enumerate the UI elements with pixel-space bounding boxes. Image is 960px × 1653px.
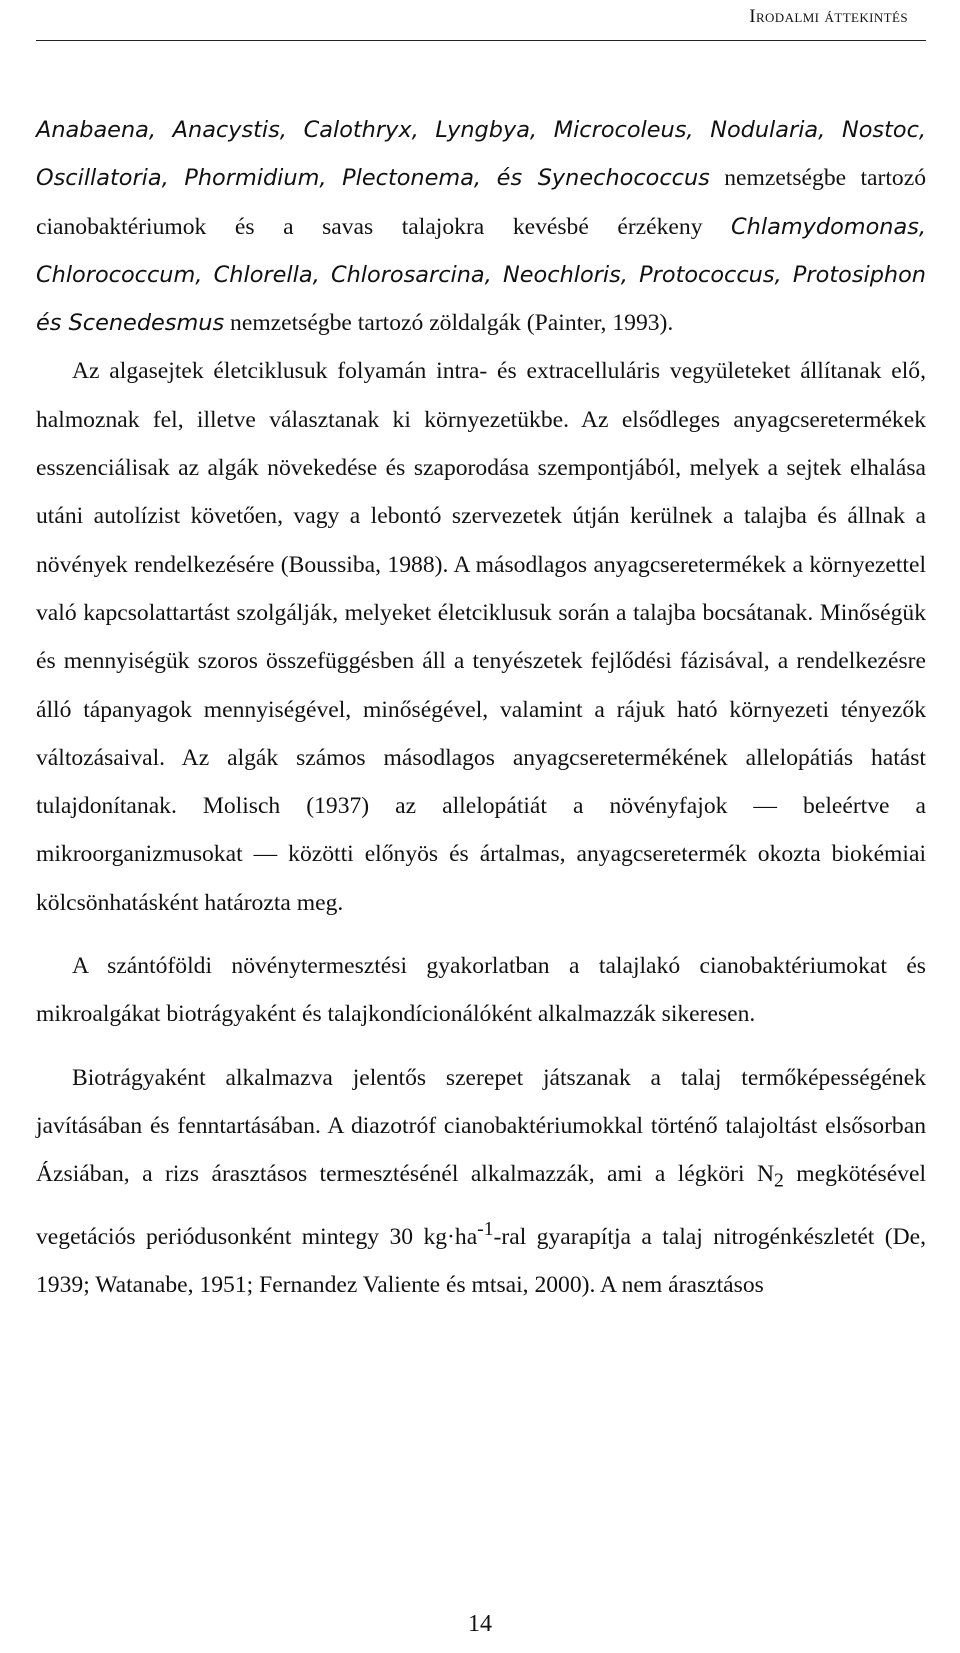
- paragraph-text: Biotrágyaként alkalmazva jelentős szerepet játszanak a talaj termőképességének javításában és fenntartásában. A diazotróf cianobaktériumokkal történő talajoltást elsősorban Ázsiában, a rizs árasztásos termesztésénél alkalmazzák, ami a légköri N: [36, 1064, 926, 1188]
- green-algae-genera: Chlamydomonas, Chlorococcum, Chlorella, Chlorosarcina, Neochloris, Protococcus, Protosiphon és Scenedesmus: [36, 213, 926, 337]
- cyanobacteria-genera: Anabaena, Anacystis, Calothryx, Lyngbya, Microcoleus, Nodularia, Nostoc, Oscillatoria, Phormidium, Plectonema, és Synechococcus: [36, 117, 926, 192]
- paragraph-biofertilizer: [36, 1054, 926, 1310]
- paragraph-text: -ral gyarapítja a talaj nitrogénkészletét (De, 1939; Watanabe, 1951; Fernandez Valiente és mtsai, 2000). A nem árasztásos: [36, 1224, 926, 1299]
- document-body: [36, 106, 926, 1310]
- paragraph-genera-list: [36, 106, 926, 347]
- header-divider: [36, 40, 926, 41]
- paragraph-text: nemzetségbe tartozó zöldalgák (Painter, 1993).: [224, 310, 674, 337]
- subscript: 2: [774, 1169, 784, 1192]
- running-header: Irodalmi áttekintés: [749, 6, 908, 27]
- paragraph-text: megkötésével vegetációs periódusonként mintegy 30 kg·ha: [36, 1161, 926, 1251]
- paragraph-metabolites: Az algasejtek életciklusuk folyamán intra- és extracelluláris vegyületeket állítanak elő, halmoznak fel, illetve választanak ki környezetükbe. Az elsődleges anyagcseretermékek esszenciálisak az algák növekedése és szaporodása szempontjából, melyek a sejtek elhalása utáni autolízist követően, vagy a lebontó szervezetek útján kerülnek a talajba és állnak a növények rendelkezésére (Boussiba, 1988). A másodlagos anyagcseretermékek a környezettel való kapcsolattartást szolgálják, melyeket életciklusuk során a talajba bocsátanak. Minőségük és mennyiségük szoros összefüggésben áll a tenyészetek fejlődési fázisával, a rendelkezésre álló tápanyagok mennyiségével, minőségével, valamint a rájuk ható környezeti tényezők változásaival. Az algák számos másodlagos anyagcseretermékének allelopátiás hatást tulajdonítanak. Molisch (1937) az allelopátiát a növényfajok — beleértve a mikroorganizmusokat — közötti előnyös és ártalmas, anyagcseretermék okozta biokémiai kölcsönhatásként határozta meg.: [36, 358, 926, 916]
- paragraph-text: nemzetségbe tartozó cianobaktériumok és a savas talajokra kevésbé érzékeny: [36, 165, 926, 240]
- paragraph-field-use: A szántóföldi növénytermesztési gyakorlatban a talajlakó cianobaktériumokat és mikroalgákat biotrágyaként és talajkondícionálóként alkalmazzák sikeresen.: [36, 953, 926, 1028]
- superscript: -1: [477, 1218, 494, 1241]
- page-number: 14: [468, 1611, 492, 1637]
